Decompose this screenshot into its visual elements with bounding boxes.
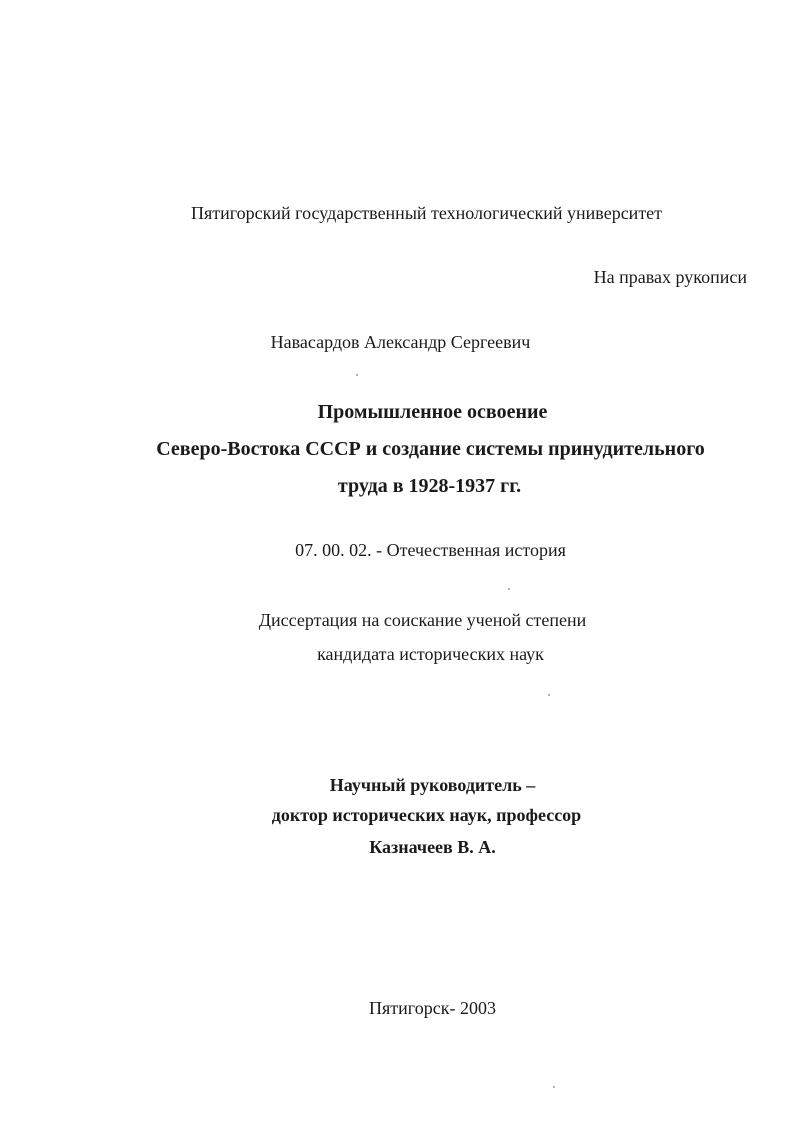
city-year: Пятигорск- 2003	[369, 998, 496, 1018]
author-name: Навасардов Александр Сергеевич	[270, 332, 531, 352]
degree-line-2: кандидата исторических наук	[317, 644, 544, 664]
scan-speck	[553, 1086, 555, 1088]
title-line-2: Северо-Востока СССР и создание системы принудительного	[156, 438, 705, 460]
scan-speck	[548, 694, 550, 696]
degree-line-1: Диссертация на соискание ученой степени	[258, 610, 587, 630]
title-line-3: труда в 1928-1937 гг.	[337, 475, 522, 497]
supervisor-label: Научный руководитель –	[329, 775, 536, 795]
scan-speck	[508, 588, 510, 590]
manuscript-note: На правах рукописи	[593, 267, 747, 287]
university-name: Пятигорский государственный технологический университет	[190, 203, 663, 223]
supervisor-credentials: доктор исторических наук, профессор	[271, 805, 582, 825]
supervisor-name: Казначеев В. А.	[369, 837, 496, 857]
title-line-1: Промышленное освоение	[317, 401, 548, 423]
specialty-code: 07. 00. 02. - Отечественная история	[295, 540, 566, 560]
scan-speck	[356, 374, 358, 376]
